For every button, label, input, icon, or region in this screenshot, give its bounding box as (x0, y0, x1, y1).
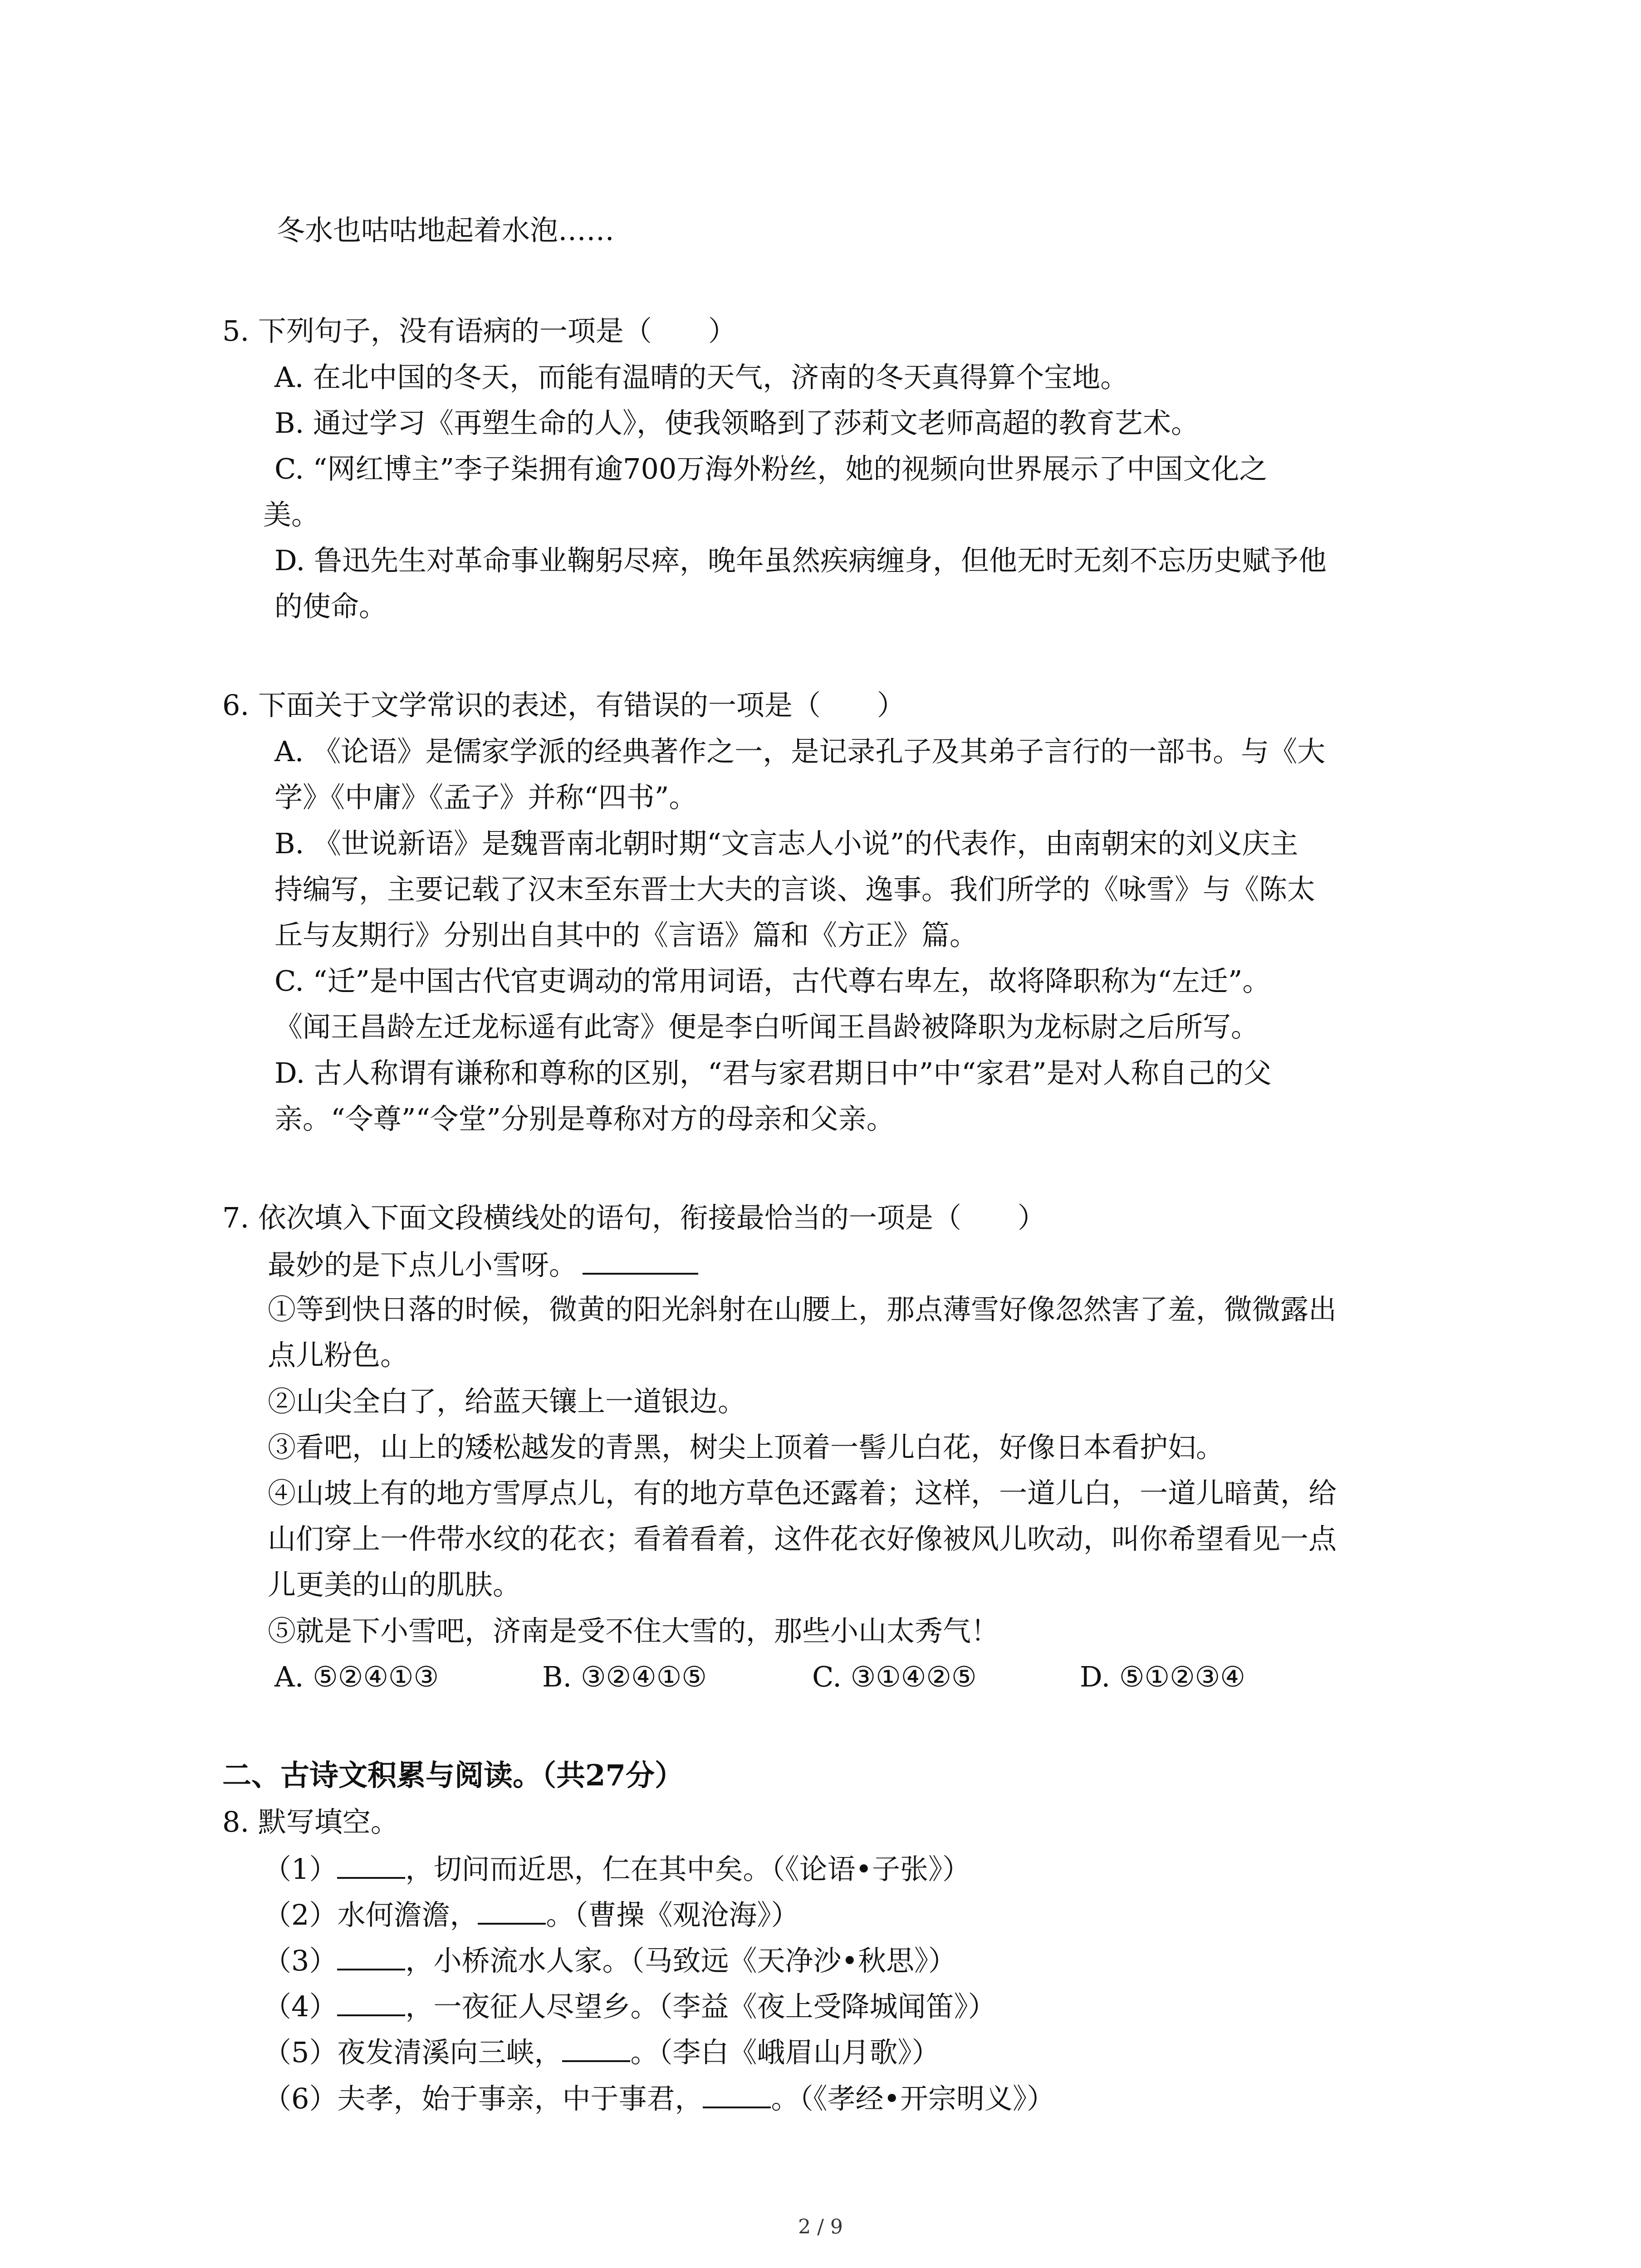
item-prefix: （3） (263, 1944, 338, 1977)
fill-item-1 (263, 1850, 970, 1887)
fill-item-6 (263, 2079, 1055, 2117)
sentence-1-cont: 点儿粉色。 (268, 1339, 409, 1372)
fill-blank (583, 1246, 698, 1275)
item-suffix: ，小桥流水人家。（马致远《天净沙•秋思》） (405, 1944, 957, 1977)
question-stem: 8. 默写填空。 (222, 1805, 399, 1838)
question-stem: 6. 下面关于文学常识的表述，有错误的一项是（ ） (222, 689, 905, 722)
option-d: D. ⑤①②③④ (1080, 1660, 1245, 1693)
item-prefix: （1） (263, 1853, 338, 1886)
sentence-4-cont: 山们穿上一件带水纹的花衣；看着看着，这件花衣好像被风儿吹动，叫你希望看见一点 (268, 1522, 1337, 1555)
fill-blank (562, 2033, 630, 2062)
question-stem: 5. 下列句子，没有语病的一项是（ ） (222, 314, 736, 347)
sentence-4: ④山坡上有的地方雪厚点儿，有的地方草色还露着；这样，一道儿白，一道儿暗黄，给 (268, 1476, 1337, 1510)
fill-blank (478, 1896, 546, 1925)
option-c-cont: 《闻王昌龄左迁龙标遥有此寄》便是李白听闻王昌龄被降职为龙标尉之后所写。 (274, 1010, 1259, 1043)
item-suffix: ，切问而近思，仁在其中矣。（《论语•子张》） (405, 1853, 971, 1886)
option-d: D. 鲁迅先生对革命事业鞠躬尽瘁，晚年虽然疾病缠身，但他无时无刻不忘历史赋予他 (274, 544, 1327, 577)
option-b-cont: 丘与友期行》分别出自其中的《言语》篇和《方正》篇。 (274, 919, 978, 952)
option-d-cont: 的使命。 (274, 590, 387, 623)
passage-intro-text: 最妙的是下点儿小雪呀。 (268, 1248, 578, 1281)
option-c: C. “网红博主”李子柒拥有逾700万海外粉丝，她的视频向世界展示了中国文化之 (274, 452, 1268, 485)
continuation-text: 冬水也咕咕地起着水泡…… (277, 214, 615, 247)
sentence-5: ⑤就是下小雪吧，济南是受不住大雪的，那些小山太秀气！ (268, 1614, 999, 1647)
item-prefix: （5）夜发清溪向三峡， (263, 2036, 563, 2069)
option-b: B. 通过学习《再塑生命的人》，使我领略到了莎莉文老师高超的教育艺术。 (274, 406, 1199, 440)
fill-blank (703, 2079, 771, 2108)
sentence-4-cont: 儿更美的山的肌肤。 (268, 1568, 521, 1601)
sentence-3: ③看吧，山上的矮松越发的青黑，树尖上顶着一髻儿白花，好像日本看护妇。 (268, 1431, 1225, 1464)
sentence-2: ②山尖全白了，给蓝天镶上一道银边。 (268, 1385, 746, 1418)
fill-blank (337, 1941, 405, 1970)
passage-intro (268, 1246, 698, 1283)
item-prefix: （2）水何澹澹， (263, 1898, 478, 1931)
item-suffix: ，一夜征人尽望乡。（李益《夜上受降城闻笛》） (405, 1990, 996, 2023)
option-d-cont: 亲。“令尊”“令堂”分别是尊称对方的母亲和父亲。 (274, 1102, 895, 1135)
item-prefix: （4） (263, 1990, 338, 2023)
fill-blank (337, 1987, 405, 2016)
section-heading: 二、古诗文积累与阅读。（共27分） (222, 1759, 684, 1793)
fill-blank (337, 1850, 405, 1879)
fill-item-3 (263, 1941, 956, 1979)
item-suffix: 。（李白《峨眉山月歌》） (630, 2036, 940, 2069)
item-prefix: （6）夫孝，始于事亲，中于事君， (263, 2082, 703, 2115)
option-b: B. 《世说新语》是魏晋南北朝时期“文言志人小说”的代表作，由南朝宋的刘义庆主 (274, 827, 1298, 860)
option-c: C. “迁”是中国古代官吏调动的常用词语，古代尊右卑左，故将降职称为“左迁”。 (274, 964, 1271, 997)
option-c: C. ③①④②⑤ (812, 1660, 977, 1693)
option-a: A. 在北中国的冬天，而能有温晴的天气，济南的冬天真得算个宝地。 (274, 361, 1129, 394)
fill-item-4 (263, 1987, 996, 2025)
option-a-cont: 学》《中庸》《孟子》并称“四书”。 (274, 781, 697, 814)
option-d: D. 古人称谓有谦称和尊称的区别，“君与家君期日中”中“家君”是对人称自己的父 (274, 1056, 1272, 1090)
sentence-1: ①等到快日落的时候，微黄的阳光斜射在山腰上，那点薄雪好像忽然害了羞，微微露出 (268, 1293, 1337, 1326)
fill-item-2 (263, 1896, 799, 1933)
option-a: A. ⑤②④①③ (274, 1660, 439, 1693)
page-number: 2 / 9 (798, 2215, 843, 2239)
item-suffix: 。（曹操《观沧海》） (546, 1898, 799, 1931)
item-suffix: 。（《孝经•开宗明义》） (771, 2082, 1055, 2115)
option-c-cont: 美。 (263, 498, 320, 531)
option-b-cont: 持编写，主要记载了汉末至东晋士大夫的言谈、逸事。我们所学的《咏雪》与《陈太 (274, 873, 1316, 906)
option-b: B. ③②④①⑤ (542, 1660, 707, 1693)
option-a: A. 《论语》是儒家学派的经典著作之一，是记录孔子及其弟子言行的一部书。与《大 (274, 735, 1326, 768)
fill-item-5 (263, 2033, 940, 2071)
question-stem: 7. 依次填入下面文段横线处的语句，衔接最恰当的一项是（ ） (222, 1201, 1046, 1234)
